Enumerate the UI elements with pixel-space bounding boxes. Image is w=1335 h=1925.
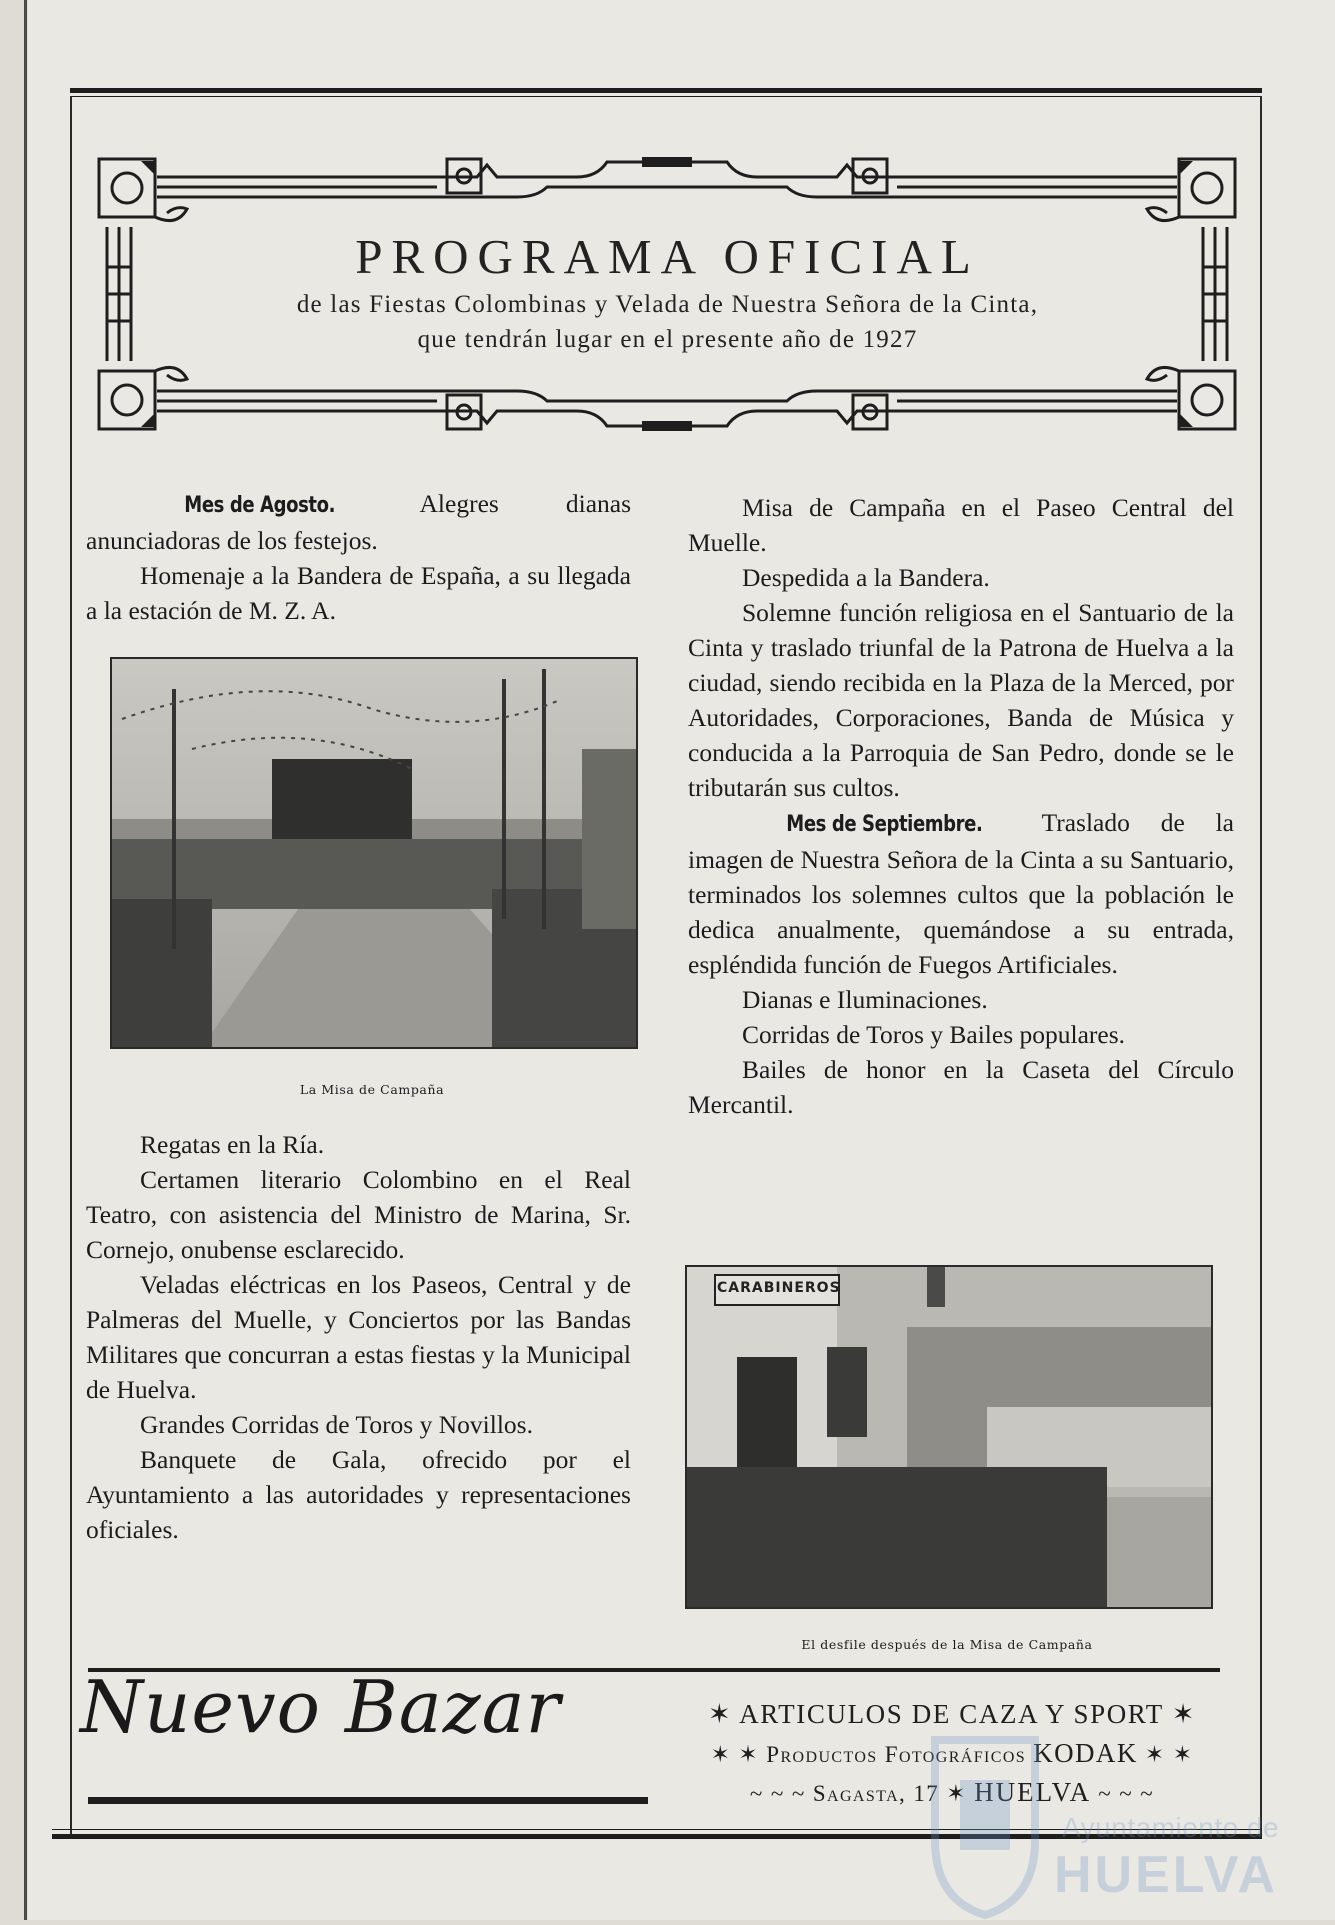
ad-line-1: ✶ ARTICULOS DE CAZA Y SPORT ✶ — [708, 1699, 1196, 1729]
subtitle-line-2: que tendrán lugar en el presente año de 1927 — [417, 326, 918, 353]
subtitle-line-1: de las Fiestas Colombinas y Velada de Nuestra Señora de la Cinta, — [296, 291, 1039, 318]
month-heading-agosto: Mes de Agosto. — [184, 493, 336, 518]
left-item-banquete: Banquete de Gala, ofrecido por el Ayuntamiento a las autoridades y representaciones oficiales. — [86, 1445, 631, 1544]
photo-misa-de-campana — [110, 657, 638, 1049]
carabineros-sign: CARABINEROS — [717, 1280, 841, 1296]
left-column-top — [86, 486, 631, 628]
photo-desfile — [685, 1265, 1213, 1609]
right-item-misa: Misa de Campaña en el Paseo Central del Muelle. — [688, 493, 1234, 557]
ad-line-2-kodak: KODAK — [1033, 1738, 1138, 1768]
ad-name-underline — [88, 1797, 648, 1804]
right-item-dianas: Dianas e Iluminaciones. — [742, 985, 988, 1014]
right-item-despedida: Despedida a la Bandera. — [742, 563, 990, 592]
agosto-intro: Alegres dianas anunciadoras de los festejos. — [86, 489, 632, 555]
watermark-line-2: HUELVA — [1054, 1846, 1279, 1904]
caption-desfile: El desfile después de la Misa de Campaña — [801, 1637, 1093, 1652]
ad-line-2-products: Productos Fotográficos — [766, 1742, 1027, 1767]
left-paragraph: Homenaje a la Bandera de España, a su llegada a la estación de M. Z. A. — [86, 561, 631, 625]
agosto-paragraph — [86, 486, 631, 558]
right-column — [688, 490, 1234, 1122]
frame-right-line — [1260, 96, 1262, 1834]
left-item-certamen: Certamen literario Colombino en el Real Teatro, con asistencia del Ministro de Marina, Sr. Cornejo, onubense esclarecido. — [86, 1165, 631, 1264]
left-item-corridas: Grandes Corridas de Toros y Novillos. — [140, 1410, 533, 1439]
right-item-corridas: Corridas de Toros y Bailes populares. — [742, 1020, 1126, 1049]
top-rule-thin — [70, 96, 1262, 97]
month-heading-septiembre: Mes de Septiembre. — [786, 812, 983, 837]
left-item-regatas: Regatas en la Ría. — [140, 1130, 325, 1159]
watermark-line-1: Ayuntamiento de — [1062, 1812, 1280, 1843]
septiembre-text: Traslado de la imagen de Nuestra Señora de la Cinta a su Santuario, terminados los solemnes cultos que la población le dedica anualmente, quemándose a su entrada, espléndida función de Fuegos Artificiales. — [688, 808, 1234, 979]
caption-misa-de-campana: La Misa de Campaña — [299, 1082, 445, 1097]
ad-line-3-address: Sagasta, 17 — [812, 1781, 940, 1806]
ad-line-2: ✶ ✶ Productos Fotográficos KODAK ✶ ✶ — [710, 1738, 1194, 1768]
ad-brand-nuevo-bazar: Nuevo Bazar — [80, 1665, 562, 1749]
left-column-bottom — [86, 1127, 631, 1547]
binding-edge — [24, 0, 27, 1920]
ad-line-1-text: ARTICULOS DE CAZA Y SPORT — [739, 1699, 1164, 1729]
archive-watermark — [920, 1720, 1330, 1920]
top-rule — [70, 88, 1262, 93]
ad-line-3-city: HUELVA — [974, 1777, 1092, 1807]
ad-line-3: ~ ~ ~ Sagasta, 17 ✶ HUELVA ~ ~ ~ — [749, 1777, 1155, 1807]
frame-left-line — [70, 96, 72, 1834]
right-item-bailes: Bailes de honor en la Caseta del Círculo Mercantil. — [688, 1055, 1234, 1119]
city-shield-icon — [920, 1720, 1050, 1920]
left-item-veladas: Veladas eléctricas en los Paseos, Central y de Palmeras del Muelle, y Conciertos por las Bandas Militares que concurran a estas fiestas y la Municipal de Huelva. — [86, 1270, 631, 1404]
right-item-funcion: Solemne función religiosa en el Santuario de la Cinta y traslado triunfal de la Patrona de Huelva a la ciudad, siendo recibida en la Plaza de la Merced, por Autoridades, Corporaciones, Banda de Música y conducida a la Parroquia de San Pedro, donde se le tributarán sus cultos. — [688, 598, 1234, 802]
page-title: PROGRAMA OFICIAL — [355, 229, 980, 284]
septiembre-paragraph — [688, 805, 1234, 982]
